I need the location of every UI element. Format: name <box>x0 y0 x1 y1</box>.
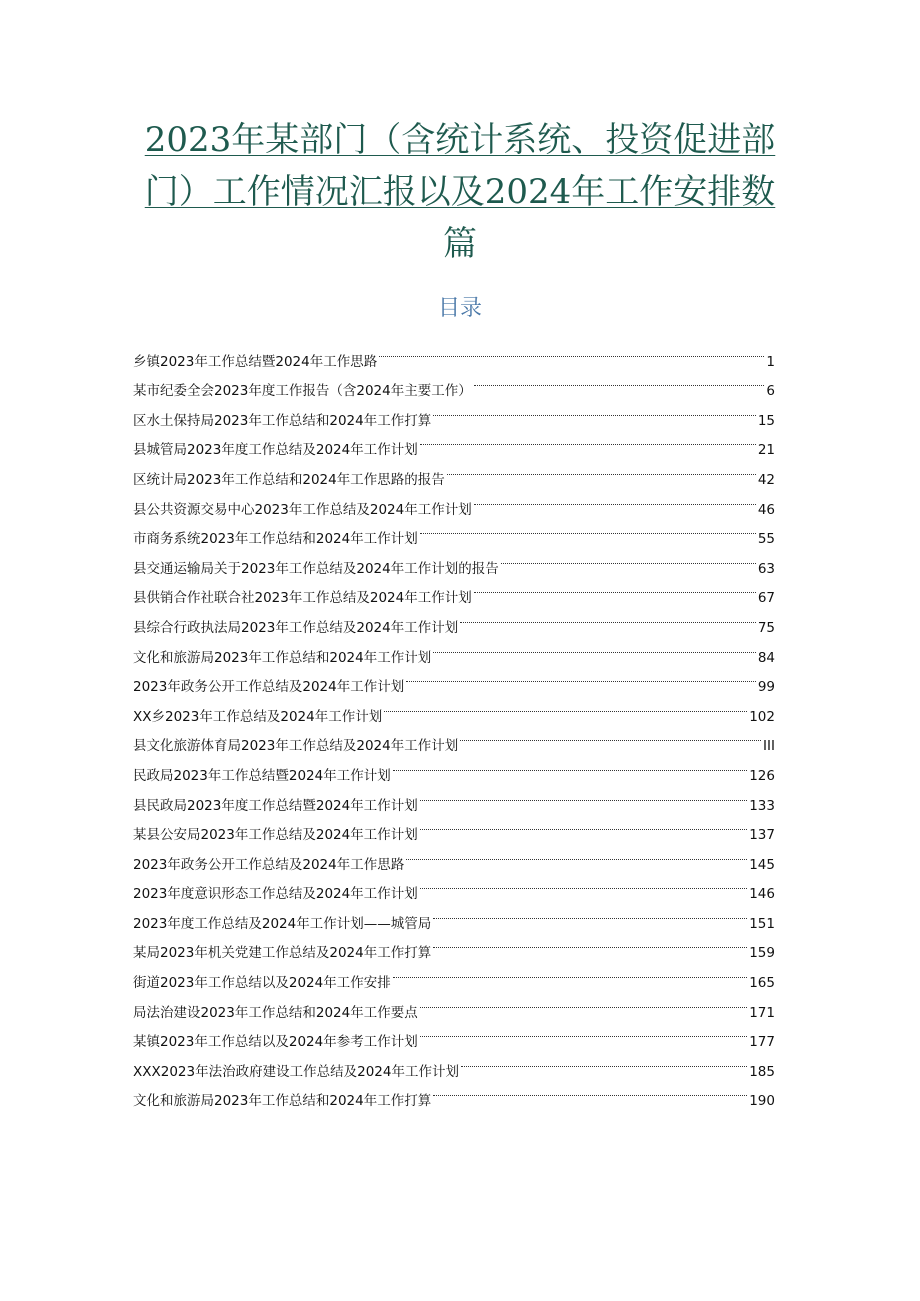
toc-dot-leader <box>420 780 748 810</box>
toc-entry-title[interactable]: 乡镇2023年工作总结暨2024年工作思路 <box>133 353 378 370</box>
toc-dot-leader <box>406 662 756 692</box>
toc-entry-title[interactable]: 县文化旅游体育局2023年工作总结及2024年工作计划 <box>133 738 459 755</box>
toc-entry-page-number[interactable]: 190 <box>749 1093 775 1110</box>
toc-entry-title[interactable]: 局法治建设2023年工作总结和2024年工作要点 <box>133 1004 418 1021</box>
toc-entry-title[interactable]: 某市纪委全会2023年度工作报告（含2024年主要工作） <box>133 383 472 400</box>
toc-dot-leader <box>379 336 764 366</box>
toc-entry-title[interactable]: 文化和旅游局2023年工作总结和2024年工作打算 <box>133 1093 432 1110</box>
toc-entry-title[interactable]: 某镇2023年工作总结以及2024年参考工作计划 <box>133 1034 418 1051</box>
toc-entry-page-number[interactable]: 75 <box>757 619 775 636</box>
toc-entry-title[interactable]: 街道2023年工作总结以及2024年工作安排 <box>133 975 391 992</box>
toc-dot-leader <box>384 691 747 721</box>
toc-dot-leader <box>474 366 765 396</box>
toc-entry-page-number[interactable]: 102 <box>749 708 775 725</box>
toc-entry-title[interactable]: XXX2023年法治政府建设工作总结及2024年工作计划 <box>133 1063 459 1080</box>
toc-entry-page-number[interactable]: 137 <box>749 827 775 844</box>
toc-entry-page-number[interactable]: 46 <box>757 501 775 518</box>
toc-entry-page-number[interactable]: 67 <box>757 590 775 607</box>
toc-entry-title[interactable]: 民政局2023年工作总结暨2024年工作计划 <box>133 767 391 784</box>
toc-entry-page-number[interactable]: 171 <box>749 1004 775 1021</box>
document-title <box>130 114 790 270</box>
toc-entry[interactable] <box>133 336 775 370</box>
toc-entry-title[interactable]: 2023年政务公开工作总结及2024年工作计划 <box>133 679 405 696</box>
toc-entry-page-number[interactable]: 159 <box>749 945 775 962</box>
toc-entry-title[interactable]: 县公共资源交易中心2023年工作总结及2024年工作计划 <box>133 501 472 518</box>
toc-dot-leader <box>393 750 748 780</box>
toc-dot-leader <box>460 721 761 751</box>
table-of-contents <box>133 336 775 1110</box>
toc-entry-page-number[interactable]: 126 <box>749 767 775 784</box>
toc-dot-leader <box>420 869 748 899</box>
toc-entry-title[interactable]: 2023年政务公开工作总结及2024年工作思路 <box>133 856 405 873</box>
toc-dot-leader <box>447 454 756 484</box>
toc-entry-title[interactable]: 县综合行政执法局2023年工作总结及2024年工作计划 <box>133 619 459 636</box>
toc-dot-leader <box>433 632 756 662</box>
toc-entry-title[interactable]: 2023年度工作总结及2024年工作计划——城管局 <box>133 915 432 932</box>
toc-entry-page-number[interactable]: 185 <box>749 1063 775 1080</box>
toc-entry-title[interactable]: 文化和旅游局2023年工作总结和2024年工作计划 <box>133 649 432 666</box>
toc-entry-title[interactable]: 县供销合作社联合社2023年工作总结及2024年工作计划 <box>133 590 472 607</box>
toc-entry-page-number[interactable]: 146 <box>749 886 775 903</box>
toc-entry-page-number[interactable]: 165 <box>749 975 775 992</box>
toc-dot-leader <box>420 425 756 455</box>
toc-entry-page-number[interactable]: 63 <box>757 560 775 577</box>
toc-entry-page-number[interactable]: 145 <box>749 856 775 873</box>
toc-entry-page-number[interactable]: 55 <box>757 531 775 548</box>
toc-entry-title[interactable]: 市商务系统2023年工作总结和2024年工作计划 <box>133 531 418 548</box>
toc-entry-title[interactable]: 区水土保持局2023年工作总结和2024年工作打算 <box>133 412 432 429</box>
toc-entry-page-number[interactable]: 151 <box>749 915 775 932</box>
toc-dot-leader <box>393 957 748 987</box>
toc-dot-leader <box>433 395 756 425</box>
toc-entry-title[interactable]: 县民政局2023年度工作总结暨2024年工作计划 <box>133 797 418 814</box>
toc-entry-title[interactable]: 县城管局2023年度工作总结及2024年工作计划 <box>133 442 418 459</box>
toc-entry-page-number[interactable]: III <box>763 738 775 755</box>
toc-dot-leader <box>420 1017 748 1047</box>
toc-dot-leader <box>420 810 748 840</box>
document-title-line-1: 2023年某部门（含统计系统、投资促进部 <box>144 120 776 160</box>
toc-dot-leader <box>461 1046 747 1076</box>
toc-entry-title[interactable]: 某县公安局2023年工作总结及2024年工作计划 <box>133 827 418 844</box>
toc-heading: 目录 <box>437 296 482 321</box>
toc-dot-leader <box>420 514 756 544</box>
toc-entry-title[interactable]: XX乡2023年工作总结及2024年工作计划 <box>133 708 383 725</box>
toc-dot-leader <box>406 839 747 869</box>
toc-entry-title[interactable]: 某局2023年机关党建工作总结及2024年工作打算 <box>133 945 432 962</box>
toc-entry-page-number[interactable]: 21 <box>757 442 775 459</box>
document-title-line-3: 篇 <box>443 224 477 264</box>
toc-entry-title[interactable]: 2023年度意识形态工作总结及2024年工作计划 <box>133 886 418 903</box>
toc-dot-leader <box>474 484 756 514</box>
document-title-line-2: 门）工作情况汇报以及2024年工作安排数 <box>144 172 776 212</box>
toc-dot-leader <box>460 602 756 632</box>
toc-dot-leader <box>501 543 756 573</box>
toc-entry-page-number[interactable]: 1 <box>766 353 775 370</box>
toc-entry-page-number[interactable]: 177 <box>749 1034 775 1051</box>
toc-entry-page-number[interactable]: 84 <box>757 649 775 666</box>
toc-dot-leader <box>433 1076 747 1106</box>
toc-dot-leader <box>474 573 756 603</box>
toc-dot-leader <box>433 898 747 928</box>
toc-entry-page-number[interactable]: 99 <box>757 679 775 696</box>
toc-dot-leader <box>420 987 748 1017</box>
toc-dot-leader <box>433 928 747 958</box>
toc-entry-title[interactable]: 县交通运输局关于2023年工作总结及2024年工作计划的报告 <box>133 560 499 577</box>
toc-entry-page-number[interactable]: 133 <box>749 797 775 814</box>
toc-entry-page-number[interactable]: 15 <box>757 412 775 429</box>
toc-entry-page-number[interactable]: 42 <box>757 471 775 488</box>
toc-entry-title[interactable]: 区统计局2023年工作总结和2024年工作思路的报告 <box>133 471 445 488</box>
toc-entry-page-number[interactable]: 6 <box>766 383 775 400</box>
